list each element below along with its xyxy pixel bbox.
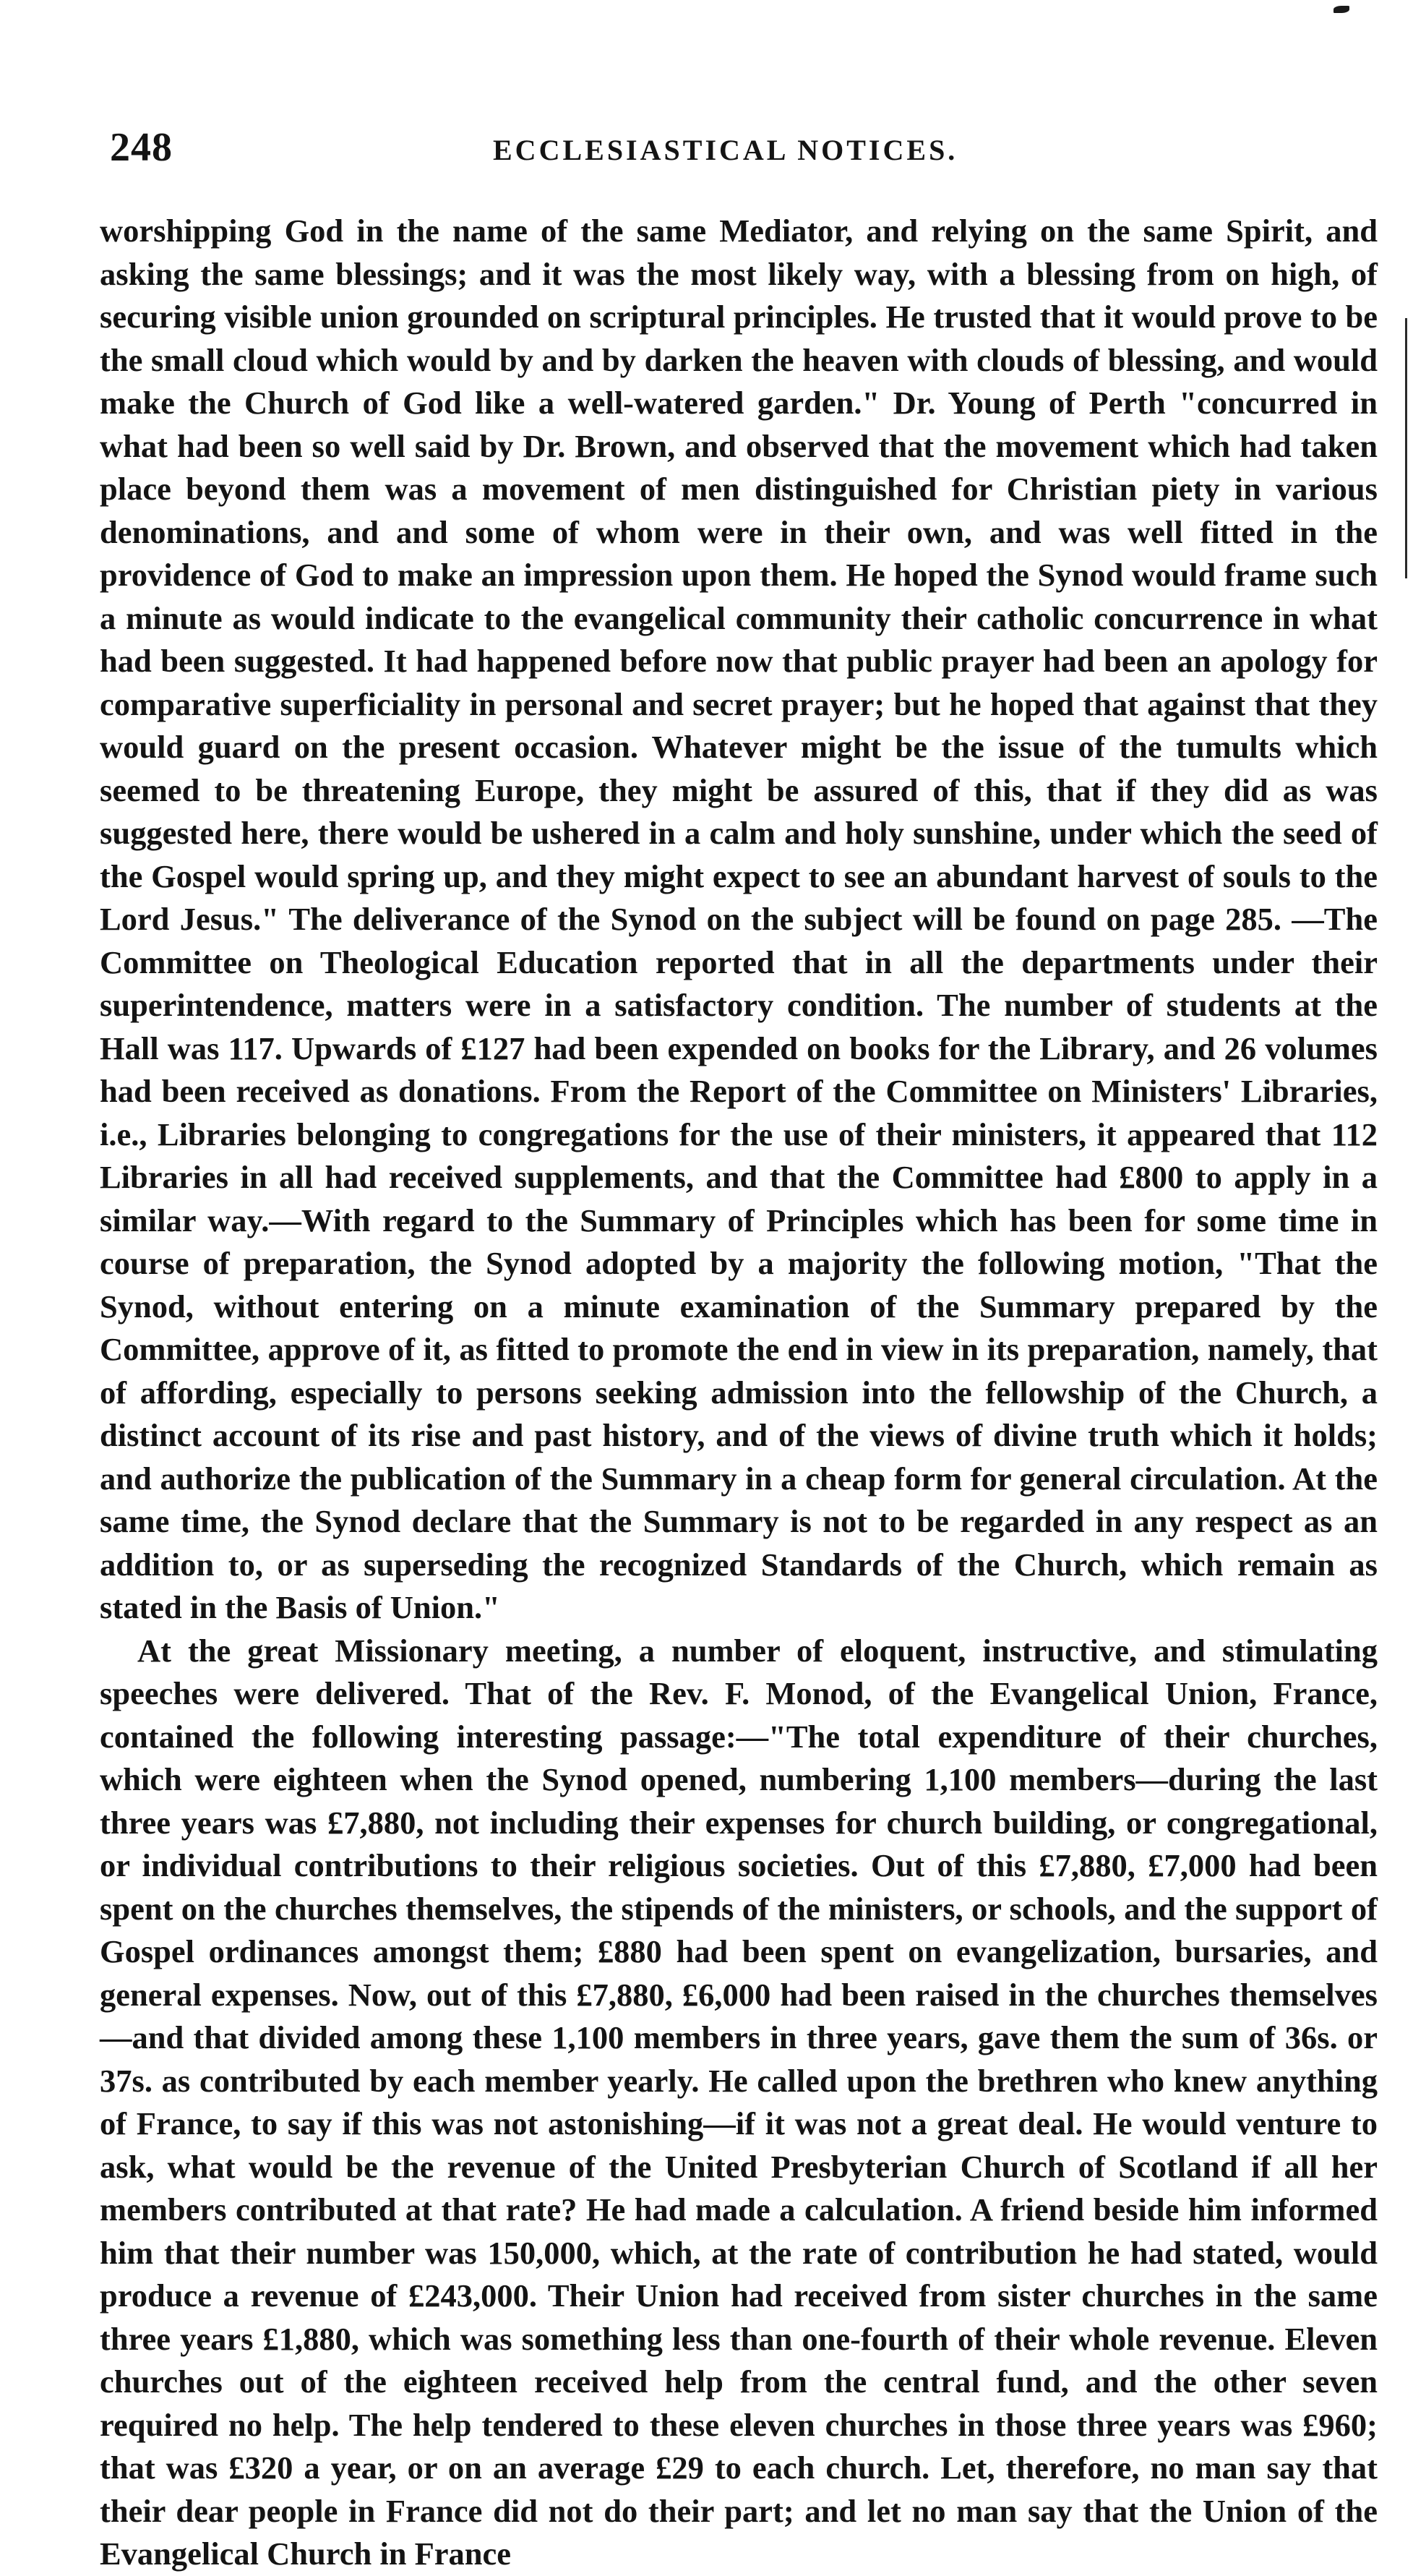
page-number: 248 bbox=[110, 125, 173, 170]
ink-blot-mark bbox=[1333, 6, 1349, 13]
body-text bbox=[100, 210, 1378, 2572]
page-header bbox=[110, 124, 1295, 175]
body-paragraph: worshipping God in the name of the same Mediator, and relying on the same Spirit, and asking the same blessings; and it was the most likely way, with a blessing from on high, of securing visible union grounded on scriptural principles. He trusted that it would prove to be the small cloud which would by and by darken the heaven with clouds of blessing, and would make the Church of God like a well-watered garden." Dr. Young of Perth "concurred in what had been so well said by Dr. Brown, and observed that the movement which had taken place beyond them was a movement of men distinguished for Christian piety in various denominations, and and some of whom were in their own, and was well fitted in the providence of God to make an impression upon them. He hoped the Synod would frame such a minute as would indicate to the evangelical community their catholic concurrence in what had been suggested. It had happened before now that public prayer had been an apology for comparative superficiality in personal and secret prayer; but he hoped that against that they would guard on the present occasion. Whatever might be the issue of the tumults which seemed to be threatening Europe, they might be assured of this, that if they did as was suggested here, there would be ushered in a calm and holy sunshine, under which the seed of the Gospel would spring up, and they might expect to see an abundant harvest of souls to the Lord Jesus." The deliverance of the Synod on the subject will be found on page 285. —The Committee on Theological Education reported that in all the departments under their superintendence, matters were in a satisfactory condition. The number of students at the Hall was 117. Upwards of £127 had been expended on books for the Library, and 26 volumes had been received as donations. From the Report of the Committee on Ministers' Libraries, i.e., Libraries belonging to congregations for the use of their ministers, it appeared that 112 Libraries in all had received supplements, and that the Committee had £800 to apply in a similar way.—With regard to the Summary of Principles which has been for some time in course of preparation, the Synod adopted by a majority the following motion, "That the Synod, without entering on a minute examination of the Summary prepared by the Committee, approve of it, as fitted to promote the end in view in its preparation, namely, that of affording, especially to persons seeking admission into the fellowship of the Church, a distinct account of its rise and past history, and of the views of divine truth which it holds; and authorize the publication of the Summary in a cheap form for general circulation. At the same time, the Synod declare that the Summary is not to be regarded in any respect as an addition to, or as superseding the recognized Standards of the Church, which remain as stated in the Basis of Union." bbox=[100, 213, 1378, 1625]
page-edge-line bbox=[1405, 318, 1407, 578]
running-head: ECCLESIASTICAL NOTICES. bbox=[493, 134, 958, 166]
body-paragraph: At the great Missionary meeting, a number of eloquent, instructive, and stimulating speeches were delivered. That of the Rev. F. Monod, of the Evangelical Union, France, contained the following interesting passage:—"The total expenditure of their churches, which were eighteen when the Synod opened, numbering 1,100 members—during the last three years was £7,880, not including their expenses for church building, or congregational, or individual contributions to their religious societies. Out of this £7,880, £7,000 had been spent on the churches themselves, the stipends of the ministers, or schools, and the support of Gospel ordinances amongst them; £880 had been spent on evangelization, bursaries, and general expenses. Now, out of this £7,880, £6,000 had been raised in the churches themselves—and that divided among these 1,100 members in three years, gave them the sum of 36s. or 37s. as contributed by each member yearly. He called upon the brethren who knew anything of France, to say if this was not astonishing—if it was not a great deal. He would venture to ask, what would be the revenue of the United Presbyterian Church of Scotland if all her members contributed at that rate? He had made a calculation. A friend beside him informed him that their number was 150,000, which, at the rate of contribution he had stated, would produce a revenue of £243,000. Their Union had received from sister churches in the same three years £1,880, which was something less than one-fourth of their whole revenue. Eleven churches out of the eighteen received help from the central fund, and the other seven required no help. The help tendered to these eleven churches in those three years was £960; that was £320 a year, or on an average £29 to each church. Let, therefore, no man say that their dear people in France did not do their part; and let no man say that the Union of the Evangelical Church in France bbox=[100, 1632, 1378, 2572]
